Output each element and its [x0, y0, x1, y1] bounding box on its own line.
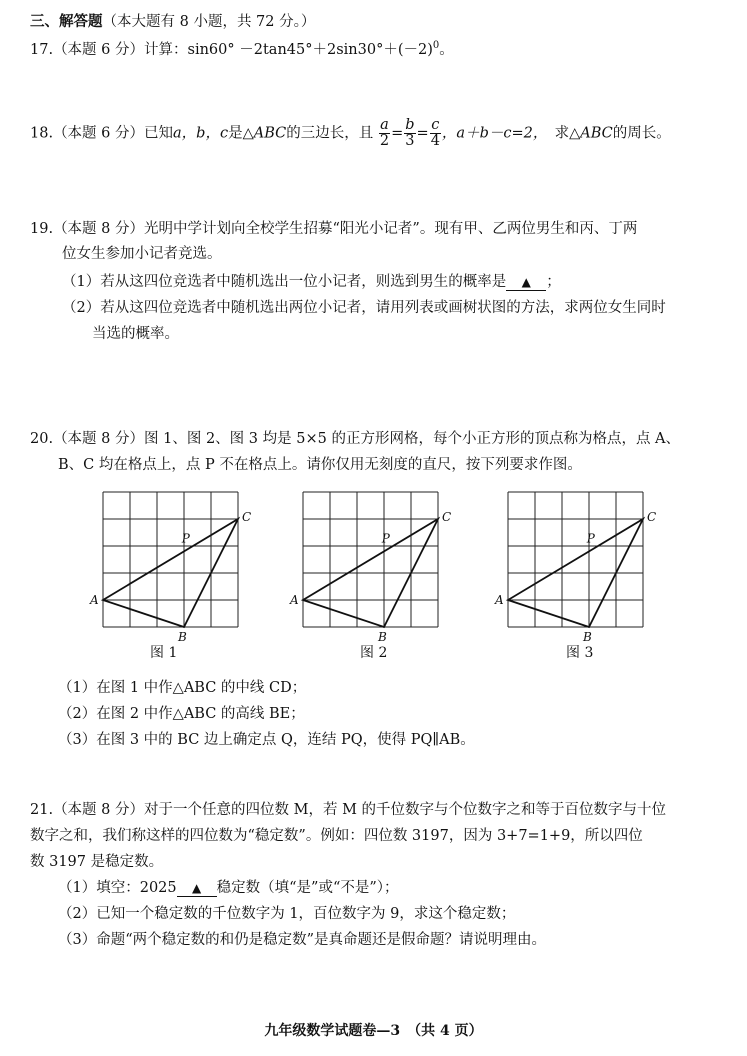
- question-21-line-2: 数字之和，我们称这样的四位数为“稳定数”。例如：四位数 3197，因为 3+7=1+9，所以四位: [30, 828, 643, 844]
- figure-3-label: 图 3: [566, 645, 594, 661]
- label-p: P: [181, 531, 190, 546]
- exponent: 0: [432, 40, 440, 52]
- label-a: A: [290, 593, 299, 607]
- question-18: 18.（本题 6 分）已知a，b，c是△ABC的三边长，且 $\frac{a}{2}$ = $\frac{b}{3}$ = $\frac{c}{4}$ ，a＋b－c=2， 求△ABC的周长。: [30, 117, 671, 150]
- label-c: C: [242, 510, 252, 524]
- question-20-part-3: （3）在图 3 中的 BC 边上确定点 Q，连结 PQ，使得 PQ∥AB。: [58, 732, 475, 748]
- question-19-part-2: （2）若从这四位竞选者中随机选出两位小记者，请用列表或画树状图的方法，求两位女生同时: [62, 300, 666, 316]
- fraction-c-4: $\frac{c}{4}$: [430, 117, 440, 150]
- question-text: 的周长。: [612, 125, 671, 142]
- question-19-part-1: （1）若从这四位竞选者中随机选出一位小记者，则选到男生的概率是 ▲ ；: [62, 274, 561, 290]
- fraction-b-3: $\frac{b}{3}$: [405, 117, 415, 150]
- question-text: 已知: [144, 125, 174, 142]
- equation: ，a＋b－c=2，: [441, 125, 541, 142]
- question-20-part-2: （2）在图 2 中作△ABC 的高线 BE；: [58, 706, 305, 722]
- question-text: 的三边长，且: [286, 125, 374, 142]
- section-title: 三、解答题: [30, 13, 103, 30]
- question-text: 求△: [554, 125, 581, 142]
- question-number: 18.: [30, 125, 54, 142]
- question-text: 是△: [228, 125, 254, 142]
- label-a: A: [90, 593, 99, 607]
- section-note: （本大题有 8 小题，共 72 分。）: [102, 14, 316, 30]
- variables: a，b，c: [173, 125, 229, 142]
- question-19-part-2-cont: 当选的概率。: [92, 326, 179, 342]
- label-p: P: [381, 531, 390, 546]
- triangle-name: ABC: [253, 125, 287, 142]
- label-p: P: [586, 531, 595, 546]
- question-text: 计算：sin60° －2tan45°＋2sin30°＋(－2): [144, 42, 433, 58]
- question-score: （本题 6 分）: [53, 125, 145, 142]
- question-end: 。: [439, 42, 454, 58]
- label-b: B: [583, 630, 592, 644]
- question-17: [30, 38, 454, 59]
- question-20-line-2: B、C 均在格点上，点 P 不在格点上。请你仅用无刻度的直尺，按下列要求作图。: [58, 457, 582, 473]
- question-number: 17.: [30, 42, 54, 58]
- label-b: B: [178, 630, 187, 644]
- answer-blank: ▲: [506, 274, 546, 291]
- grid-figures: [0, 480, 747, 650]
- question-21-part-3: （3）命题“两个稳定数的和仍是稳定数”是真命题还是假命题？请说明理由。: [58, 932, 547, 948]
- question-21-part-1: （1）填空：2025 ▲ 稳定数（填“是”或“不是”）；: [58, 880, 399, 896]
- page-footer: 九年级数学试题卷—3 （共 4 页）: [264, 1023, 483, 1039]
- label-a: A: [495, 593, 504, 607]
- label-c: C: [442, 510, 452, 524]
- question-21-line-1: 21.（本题 8 分）对于一个任意的四位数 M，若 M 的千位数字与个位数字之和等于百位数字与十位: [30, 802, 667, 818]
- question-20-part-1: （1）在图 1 中作△ABC 的中线 CD；: [58, 680, 307, 696]
- question-21-line-3: 数 3197 是稳定数。: [30, 854, 164, 870]
- question-21-part-2: （2）已知一个稳定数的千位数字为 1，百位数字为 9，求这个稳定数；: [58, 906, 516, 922]
- figure-2-label: 图 2: [360, 645, 388, 661]
- label-b: B: [378, 630, 387, 644]
- question-score: （本题 6 分）: [53, 42, 145, 58]
- answer-blank: ▲: [177, 880, 217, 897]
- fraction-a-2: $\frac{a}{2}$: [379, 117, 390, 150]
- label-c: C: [647, 510, 657, 524]
- question-19-line-2: 位女生参加小记者竞选。: [62, 246, 222, 262]
- question-20-line-1: 20.（本题 8 分）图 1、图 2、图 3 均是 5×5 的正方形网格，每个小正方形的顶点称为格点，点 A、: [30, 431, 681, 447]
- section-header: [30, 10, 315, 31]
- triangle-name: ABC: [580, 125, 613, 142]
- question-19-line-1: 19.（本题 8 分）光明中学计划向全校学生招募“阳光小记者”。现有甲、乙两位男生和丙、丁两: [30, 221, 638, 237]
- figure-1-label: 图 1: [150, 645, 178, 661]
